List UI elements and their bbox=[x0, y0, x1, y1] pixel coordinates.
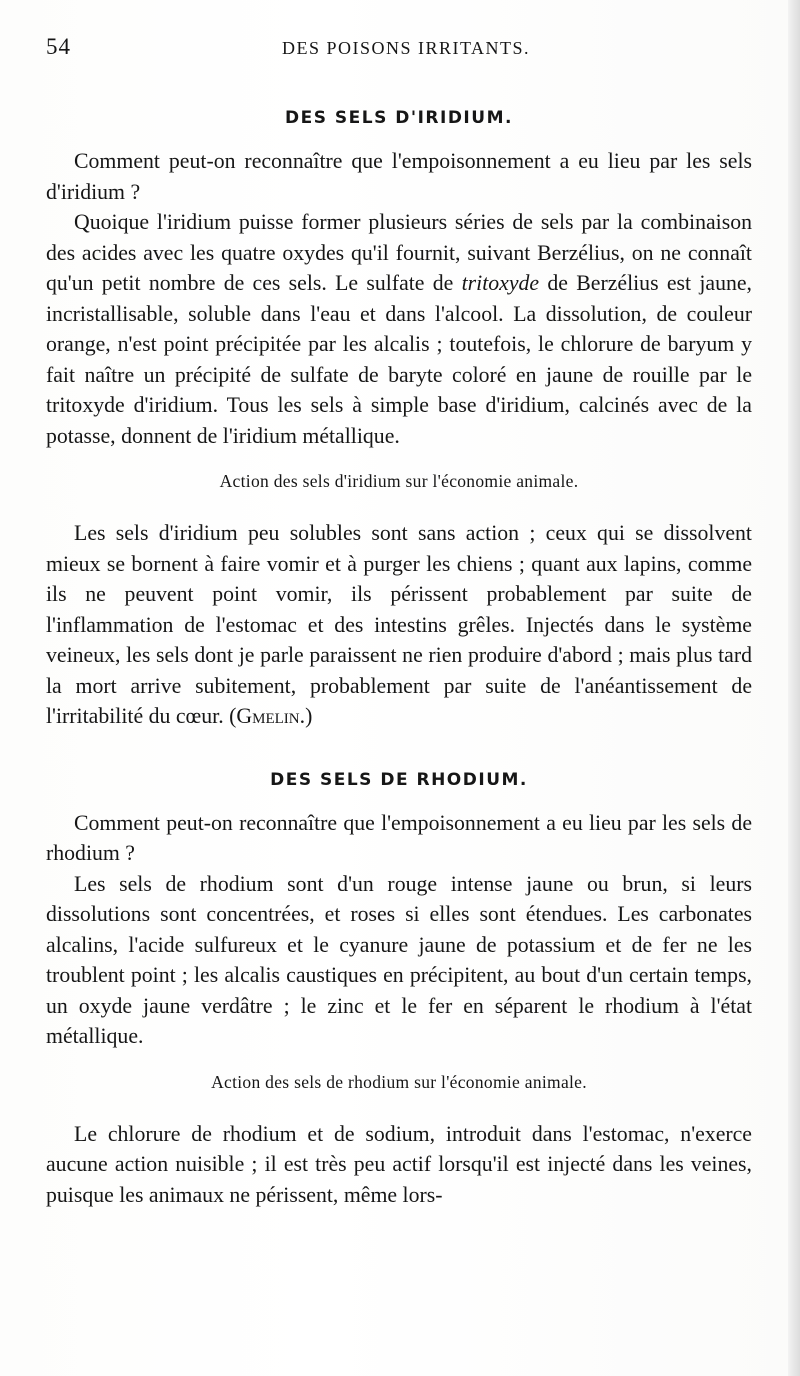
question-iridium: Comment peut-on reconnaître que l'empoisonnement a eu lieu par les sels d'iridium ? bbox=[46, 149, 752, 204]
action-iridium bbox=[46, 518, 752, 732]
subheading-rhodium-action: Action des sels de rhodium sur l'économie animale. bbox=[211, 1071, 587, 1092]
page-header bbox=[46, 34, 746, 64]
body-rhodium: Les sels de rhodium sont d'un rouge intense jaune ou brun, si leurs dissolutions sont concentrées, et roses si elles sont étendues. Les carbonates alcalins, l'acide sulfureux et le cyanure jaune de potassium et de fer ne les troublent point ; les alcalis caustiques en précipitent, au bout d'un certain temps, un oxyde jaune verdâtre ; le zinc et le fer en séparent le rhodium à l'état métallique. bbox=[46, 871, 752, 1048]
body-iridium bbox=[46, 207, 752, 451]
page-number: 54 bbox=[46, 34, 71, 59]
running-head: DES POISONS IRRITANTS. bbox=[281, 38, 531, 58]
page-edge bbox=[788, 0, 800, 1376]
action-iridium-text: Les sels d'iridium peu solubles sont sans action ; ceux qui se dissolvent mieux se bornent à faire vomir et à purger les chiens ; quant aux lapins, comme ils ne peuvent point vomir, ils périssent probablement par suite de l'inflammation de l'estomac et des intestins grêles. Injectés dans le système veineux, les sels dont je parle paraissent ne rien produire d'abord ; mais plus tard la mort arrive subitement, probablement par suite de l'anéantissement de l'irritabilité du cœur. ( bbox=[46, 521, 752, 728]
action-rhodium: Le chlorure de rhodium et de sodium, introduit dans l'estomac, n'exerce aucune action nuisible ; il est très peu actif lorsqu'il est injecté dans les veines, puisque les animaux ne périssent, même lors- bbox=[46, 1121, 752, 1207]
action-iridium-close: ) bbox=[305, 704, 313, 728]
subheading-iridium-action: Action des sels d'iridium sur l'économie animale. bbox=[219, 471, 579, 491]
body-iridium-italic: tritoxyde bbox=[461, 271, 540, 295]
citation-gmelin: Gmelin. bbox=[236, 704, 306, 728]
section-title-iridium: DES SELS D'IRIDIUM. bbox=[285, 108, 513, 128]
section-title-rhodium: DES SELS DE RHODIUM. bbox=[270, 769, 528, 790]
body-iridium-part1: Quoique l'iridium puisse former plusieurs séries de sels par la combinaison des acides avec les quatre oxydes qu'il fournit, suivant Berzélius, on ne connaît qu'un petit nombre de ces sels. Le sulfate de bbox=[46, 210, 752, 295]
question-rhodium: Comment peut-on reconnaître que l'empoisonnement a eu lieu par les sels de rhodium ? bbox=[46, 810, 752, 865]
body-iridium-part2: de Berzélius est jaune, incristallisable, soluble dans l'eau et dans l'alcool. La dissolution, de couleur orange, n'est point précipitée par les alcalis ; toutefois, le chlorure de baryum y fait naître un précipité de sulfate de baryte coloré en jaune de rouille par le tritoxyde d'iridium. Tous les sels à simple base d'iridium, calcinés avec de la potasse, donnent de l'iridium métallique. bbox=[46, 271, 752, 448]
page-content bbox=[46, 100, 752, 1210]
